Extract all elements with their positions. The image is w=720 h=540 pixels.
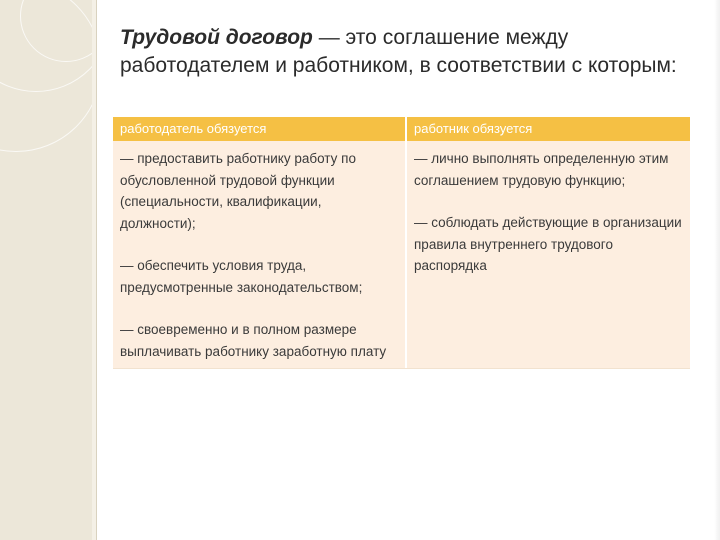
- obligations-table: [113, 117, 690, 369]
- table-body-row: [113, 141, 690, 369]
- right-edge-shadow: [714, 0, 720, 540]
- employer-duties-cell: [113, 141, 407, 368]
- list-item: — обеспечить условия труда, предусмотренные законодательством;: [120, 258, 363, 295]
- table-header-row: [113, 117, 690, 141]
- band-divider-line: [96, 0, 97, 540]
- header-employee: работник обязуется: [407, 117, 690, 141]
- list-item: — соблюдать действующие в организации правила внутреннего трудового распорядка: [414, 215, 682, 273]
- list-item: — предоставить работнику работу по обусловленной трудовой функции (специальности, квалификации, должности);: [120, 151, 356, 231]
- list-item: — лично выполнять определенную этим соглашением трудовую функцию;: [414, 151, 669, 188]
- decorative-side-band: [0, 0, 92, 540]
- slide-title: [120, 24, 680, 80]
- employee-duties-cell: [407, 141, 690, 368]
- title-definition: — это соглашение между работодателем и работником, в соответствии с которым:: [120, 26, 677, 77]
- list-item: — своевременно и в полном размере выплачивать работнику заработную плату: [120, 322, 387, 359]
- title-term: Трудовой договор: [120, 26, 313, 49]
- header-employer: работодатель обязуется: [113, 117, 407, 141]
